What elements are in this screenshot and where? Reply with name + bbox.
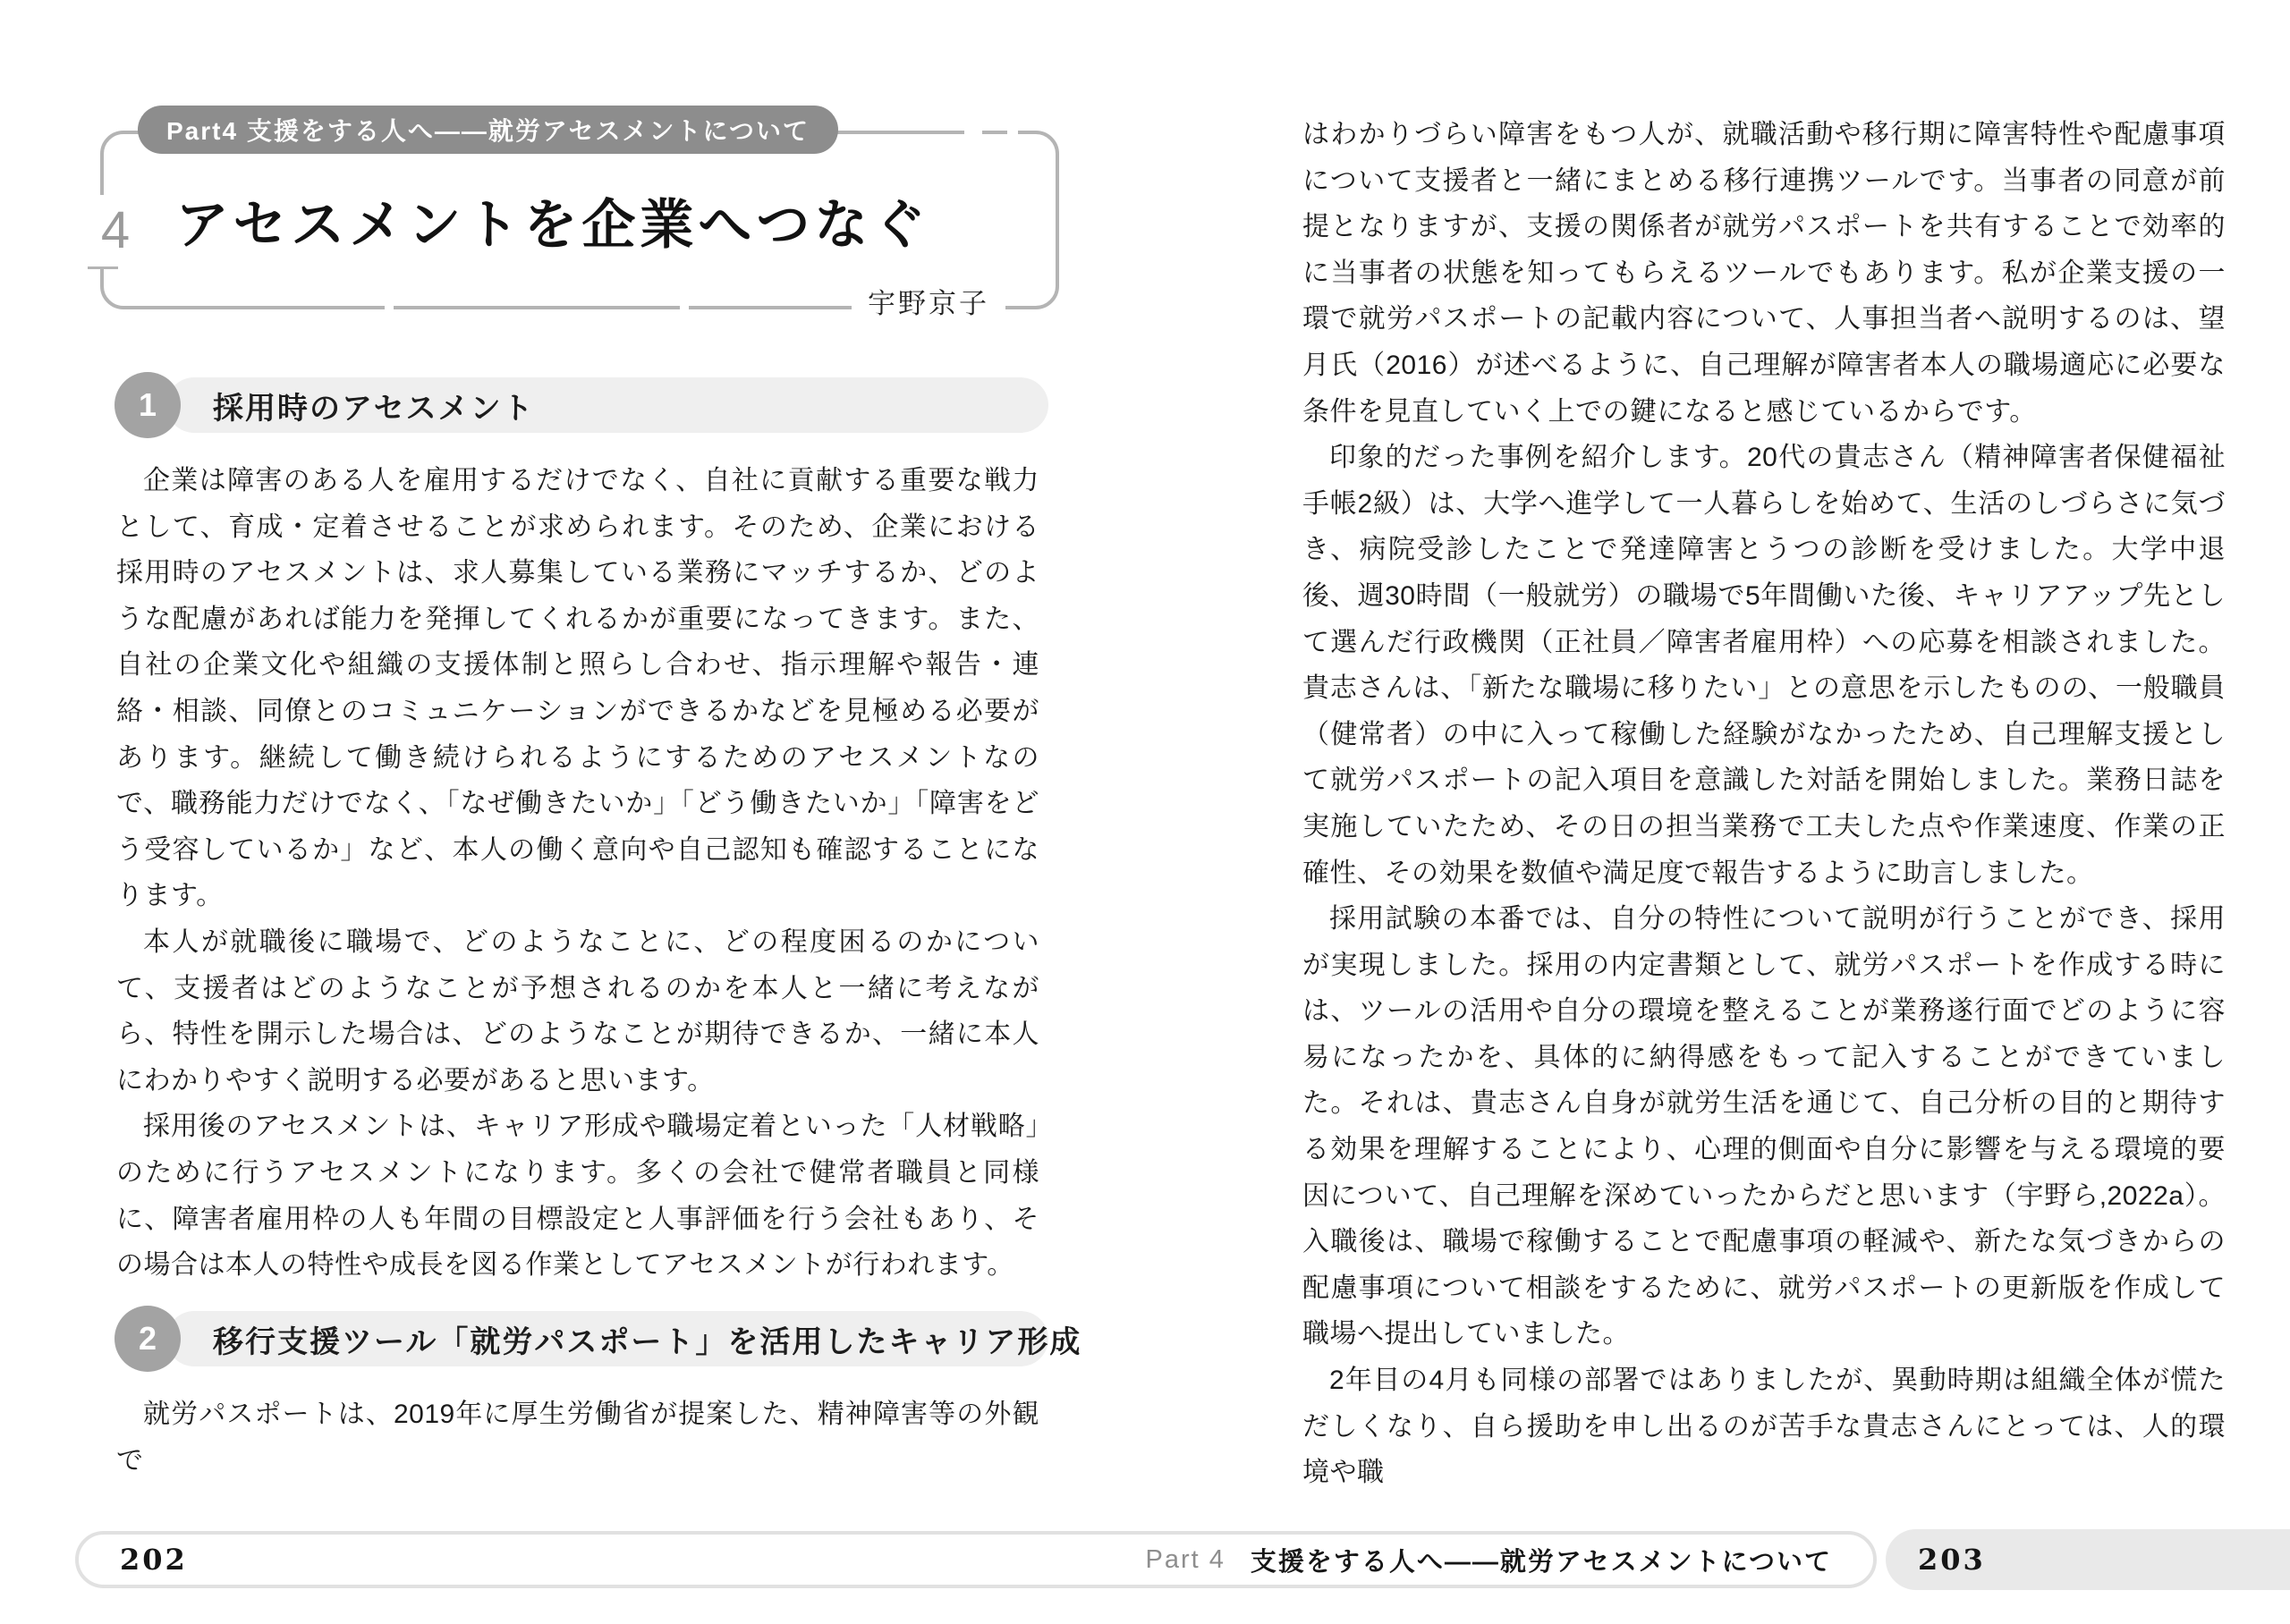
right-page-body — [1302, 112, 2226, 1496]
paragraph: 就労パスポートは、2019年に厚生労働省が提案した、精神障害等の外観で — [116, 1400, 1039, 1476]
paragraph: はわかりづらい障害をもつ人が、就職活動や移行期に障害特性や配慮事項について支援者と一緒にまとめる移行連携ツールです。当事者の同意が前提となりますが、支援の関係者が就労パスポートを共有することで効率的に当事者の状態を知ってもらえるツールでもあります。私が企業支援の一環で就労パスポートの記載内容について、人事担当者へ説明するのは、望月氏（2016）が述べるように、自己理解が障害者本人の職場適応に必要な条件を見直していく上での鍵になると感じているからです。 — [1302, 120, 2226, 427]
author-name: 宇野京子 — [852, 281, 1005, 321]
part-badge: Part4 支援をする人へ——就労アセスメントについて — [138, 106, 838, 154]
section-heading-1: 採用時のアセスメント — [166, 377, 1048, 433]
section-heading-2: 移行支援ツール「就労パスポート」を活用したキャリア形成 — [166, 1311, 1048, 1366]
left-page-tail — [116, 1391, 1039, 1484]
paragraph: 印象的だった事例を紹介します。20代の貴志さん（精神障害者保健福祉手帳2級）は、大学へ進学して一人暮らしを始めて、生活のしづらさに気づき、病院受診したことで発達障害とうつの診断を受けました。大学中退後、週30時間（一般就労）の職場で5年間働いた後、キャリアアップ先として選んだ行政機関（正社員／障害者雇用枠）への応募を相談されました。貴志さんは、「新たな職場に移りたい」との意思を示したものの、一般職員（健常者）の中に入って稼働した経験がなかったため、自己理解支援として就労パスポートの記入項目を意識した対話を開始しました。業務日誌を実施していたため、その日の担当業務で工夫した点や作業速度、作業の正確性、その効果を数値や満足度で報告するように助言しました。 — [1302, 443, 2226, 888]
border-dash-gap — [680, 305, 689, 314]
border-dash-gap — [964, 127, 982, 138]
section-number-badge-1: 1 — [114, 372, 181, 438]
running-head-title: 支援をする人へ——就労アセスメントについて — [1250, 1547, 1832, 1577]
paragraph: 採用後のアセスメントは、キャリア形成や職場定着といった「人材戦略」のために行うアセスメントになります。多くの会社で健常者職員と同様に、障害者雇用枠の人も年間の目標設定と人事評価を行う会社もあり、その場合は本人の特性や成長を図る作業としてアセスメントが行われます。 — [116, 1112, 1039, 1281]
paragraph: 2年目の4月も同様の部署ではありましたが、異動時期は組織全体が慌ただしくなり、自ら援助を申し出るのが苦手な貴志さんにとっては、人的環境や職 — [1302, 1366, 2226, 1488]
paragraph: 企業は障害のある人を雇用するだけでなく、自社に貢献する重要な戦力として、育成・定着させることが求められます。そのため、企業における採用時のアセスメントは、求人募集している業務にマッチするか、どのような配慮があれば能力を発揮してくれるかが重要になってきます。また、自社の企業文化や組織の支援体制と照らし合わせ、指示理解や報告・連絡・相談、同僚とのコミュニケーションができるかなどを見極める必要があります。継続して働き続けられるようにするためのアセスメントなので、職務能力だけでなく、「なぜ働きたいか」「どう働きたいか」「障害をどう受容しているか」など、本人の働く意向や自己認知も確認することになります。 — [116, 466, 1039, 911]
section-number-badge-2: 2 — [114, 1306, 181, 1372]
paragraph: 本人が就職後に職場で、どのようなことに、どの程度困るのかについて、支援者はどのようなことが予想されるのかを本人と一緒に考えながら、特性を開示した場合は、どのようなことが期待できるか、一緒に本人にわかりやすく説明する必要があると思います。 — [116, 926, 1039, 1095]
running-head-part: Part 4 — [1145, 1544, 1226, 1574]
border-dash-gap — [1007, 127, 1018, 138]
chapter-number: 4 — [88, 195, 143, 266]
left-page-body — [116, 458, 1039, 1289]
page-number-right: 203 — [1918, 1543, 1986, 1577]
border-dash-gap — [385, 305, 394, 314]
page-number-right-box — [1886, 1529, 2290, 1590]
footer-band — [75, 1531, 1877, 1588]
chapter-title: アセスメントを企業へつなぐ — [175, 195, 931, 255]
running-head — [1145, 1542, 1832, 1578]
paragraph: 採用試験の本番では、自分の特性について説明が行うことができ、採用が実現しました。採用の内定書類として、就労パスポートを作成する時には、ツールの活用や自分の環境を整えることが業務遂行面でどのように容易になったかを、具体的に納得感をもって記入することができていました。それは、貴志さん自身が就労生活を通じて、自己分析の目的と期待する効果を理解することにより、心理的側面や自分に影響を与える環境的要因について、自己理解を深めていったからだと思います（宇野ら,2022a）。入職後は、職場で稼働することで配慮事項の軽減や、新たな気づきからの配慮事項について相談をするために、就労パスポートの更新版を作成して職場へ提出していました。 — [1302, 904, 2226, 1349]
page-number-left: 202 — [120, 1543, 188, 1577]
